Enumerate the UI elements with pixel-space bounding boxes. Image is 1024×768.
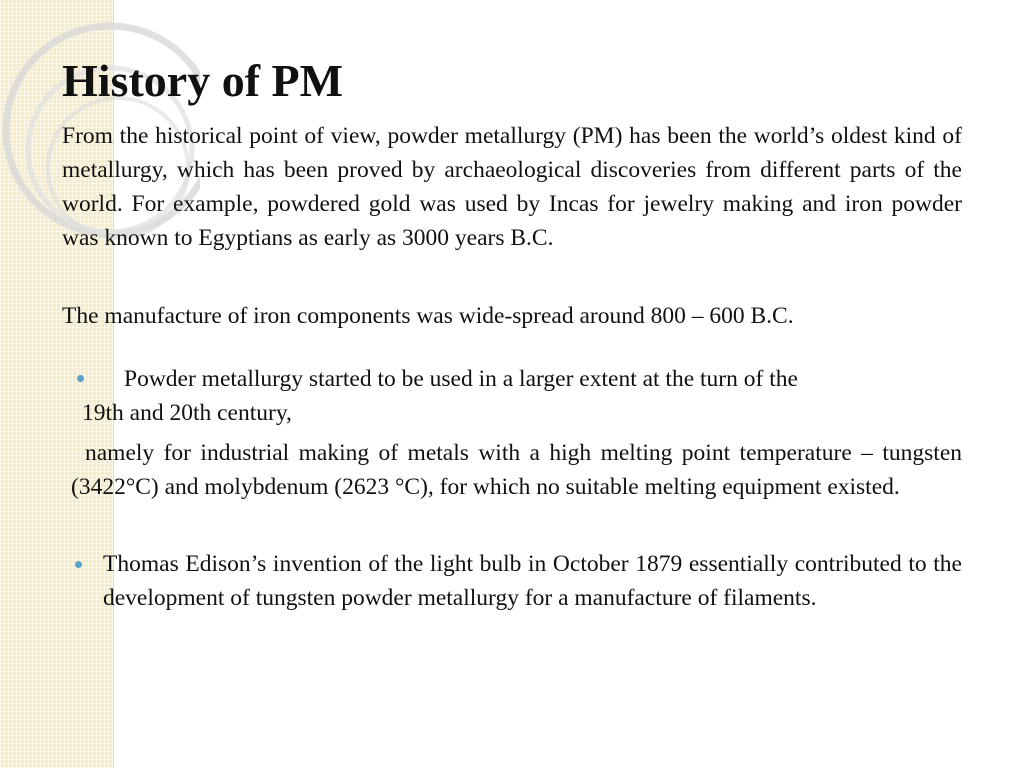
bullet-1-continuation: namely for industrial making of metals with a high melting point temperature – tungsten (3422°C) and molybdenum (2623 °C), for which no suitable melting equipment existed. bbox=[71, 440, 962, 500]
paragraph-history: From the historical point of view, powder metallurgy (PM) has been the world’s oldest kind of metallurgy, which has been proved by archaeological discoveries from different parts of the world. For example, powdered gold was used by Incas for jewelry making and iron powder was known to Egyptians as early as 3000 years B.C. bbox=[62, 123, 962, 251]
bullet-1-line-2: 19th and 20th century, bbox=[82, 400, 292, 426]
bullet-2-edison: Thomas Edison’s invention of the light bulb in October 1879 essentially contributed to the development of tungsten powder metallurgy for a manufacture of filaments. bbox=[103, 551, 962, 611]
bullet-1-line-1: Powder metallurgy started to be used in a larger extent at the turn of the bbox=[124, 366, 798, 392]
bullet-dot-icon bbox=[77, 375, 84, 382]
bullet-dot-icon bbox=[75, 561, 82, 568]
paragraph-iron-components: The manufacture of iron components was wide-spread around 800 – 600 B.C. bbox=[62, 303, 794, 329]
slide-title: History of PM bbox=[62, 55, 344, 106]
